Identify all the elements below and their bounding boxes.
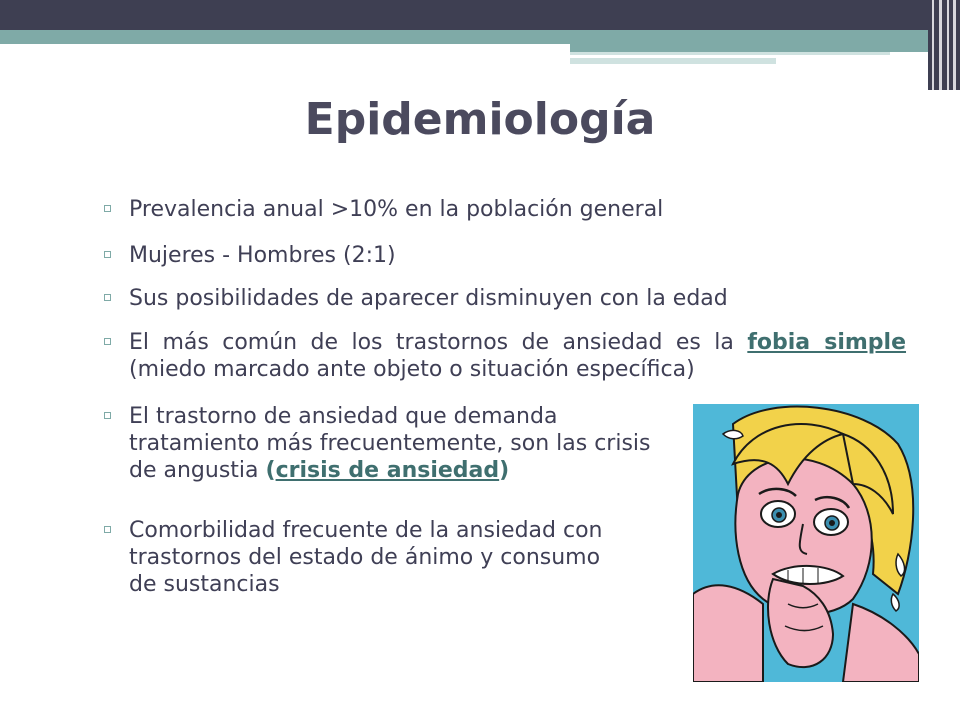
- accent-line-light: [570, 52, 890, 55]
- bullet-text: [129, 403, 660, 484]
- accent-band-right: [570, 44, 960, 52]
- square-bullet-icon: [104, 526, 111, 533]
- bullet-text: Mujeres - Hombres (2:1): [129, 243, 396, 268]
- slide-title: Epidemiología: [304, 94, 656, 145]
- crisis-de-ansiedad-link[interactable]: crisis de ansiedad: [275, 458, 500, 483]
- paren-open: (: [265, 458, 276, 483]
- bullet-item: [100, 242, 906, 269]
- bullet-text: [129, 329, 906, 383]
- bullet-item: [100, 517, 660, 598]
- bullet-item: [100, 403, 660, 484]
- bullet-item: [100, 285, 906, 312]
- anxious-woman-illustration: [693, 404, 919, 682]
- decorative-lines: [928, 0, 960, 90]
- paren-close: ): [499, 458, 510, 483]
- accent-line-light-2: [570, 58, 776, 64]
- square-bullet-icon: [104, 412, 111, 419]
- accent-divider: [0, 44, 568, 46]
- bullet-text: Comorbilidad frecuente de la ansiedad con trastornos del estado de ánimo y consumo de sustancias: [129, 518, 603, 597]
- square-bullet-icon: [104, 205, 111, 212]
- square-bullet-icon: [104, 251, 111, 258]
- bullet-text: Sus posibilidades de aparecer disminuyen con la edad: [129, 286, 728, 311]
- square-bullet-icon: [104, 294, 111, 301]
- bullet-item: [100, 196, 906, 223]
- bullet-item: [100, 329, 906, 383]
- bullet-text-after: (miedo marcado ante objeto o situación específica): [129, 357, 695, 382]
- accent-band: [0, 30, 960, 44]
- fobia-simple-link[interactable]: fobia simple: [747, 330, 907, 355]
- bullet-text-before: El trastorno de ansiedad que demanda tratamiento más frecuentemente, son las crisis de angustia: [129, 404, 651, 483]
- bullet-text-before: El más común de los trastornos de ansiedad es la: [129, 330, 734, 355]
- square-bullet-icon: [104, 338, 111, 345]
- top-bar: [0, 0, 960, 30]
- bullet-text: Prevalencia anual >10% en la población general: [129, 197, 664, 222]
